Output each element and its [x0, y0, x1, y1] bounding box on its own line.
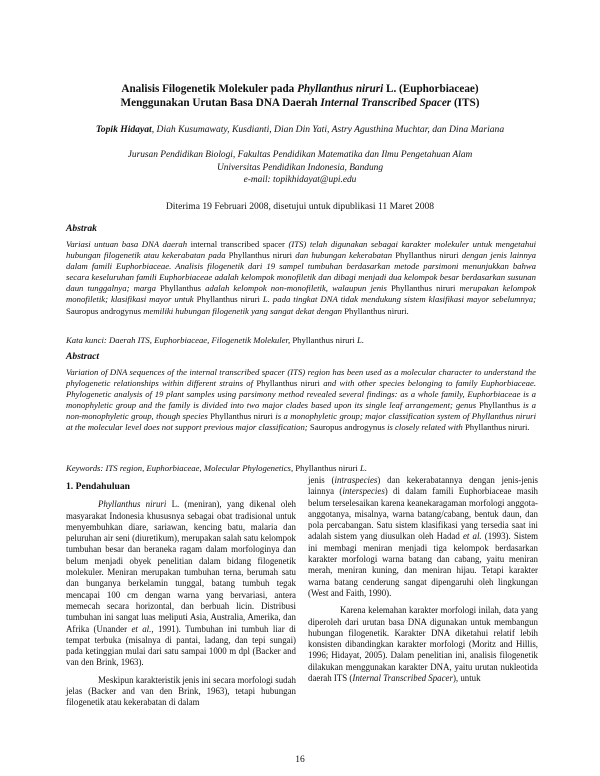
keywords: Keywords: ITS region, Euphorbiaceae, Molecular Phylogenetics, Phyllanthus niruri L. — [66, 463, 367, 473]
co-authors: , Diah Kusumawaty, Kusdianti, Dian Din Yati, Astry Agusthina Muchtar, dan Dina Mariana — [151, 124, 505, 135]
lead-author: Topik Hidayat — [95, 124, 152, 135]
intro-paragraph-2-cont: jenis (intraspecies) dan kekerabatannya dengan jenis-jenis lainnya (interspecies) di dalam famili Euphorbiaceae masih belum terselesaikan karena keanekaragaman morfologi anggota-anggotanya, misalnya, warna batang/cabang, bentuk daun, dan pola percabangan. Satu sistem klasifikasi yang tersedia saat ini adalah sistem yang diusulkan oleh Hadad et al. (1993). Sistem ini membagi meniran menjadi tiga kelompok berdasarkan karakter morfologi warna batang dan cabang, yaitu meniran merah, meniran kuning, dan meniran hijau. Tetapi karakter warna batang cenderung sangat dipengaruhi oleh lingkungan (West and Faith, 1990). — [308, 475, 539, 598]
intro-paragraph-3: Karena kelemahan karakter morfologi inilah, data yang diperoleh dari urutan basa DNA digunakan untuk membangun hubungan filogenetik. Karakter DNA diketahui relatif lebih konsisten dibandingkan karakter morfologi (Moritz and Hillis, 1996; Hidayat, 2005). Dalam penelitian ini, analisis filogenetik dilakukan menggunakan karakter DNA, yaitu urutan nukleotida daerah ITS (Internal Transcribed Spacer), untuk — [308, 605, 538, 684]
title-line-1: Analisis Filogenetik Molekuler pada Phyllanthus niruri L. (Euphorbiaceae) — [121, 83, 479, 95]
abstrak-heading: Abstrak — [66, 223, 97, 234]
kata-kunci: Kata kunci: Daerah ITS, Euphorbiaceae, Filogenetik Molekuler, Phyllanthus niruri L. — [66, 335, 365, 345]
body-column-right — [308, 475, 538, 690]
page-number: 16 — [295, 755, 305, 765]
section-heading-pendahuluan: 1. Pendahuluan — [66, 481, 130, 492]
abstract-body: Variation of DNA sequences of the internal transcribed spacer (ITS) region has been used as a molecular character to understand the phylogenetic relationships within different strains of Phyllanthus niruri and with other species belonging to family Euphorbiaceae. Phylogenetic analysis of 19 plant samples using parsimony method revealed several findings: as a whole family, Euphorbiaceae is a monophyletic group and the family is divided into two major clades based upon its single leaf arrangement; genus Phyllanthus is a non-monophyletic group, though species Phyllanthus niruri is a monophyletic group; major classification system of Phyllanthus niruri at the molecular level does not support previous major classification; Sauropus androgynus is closely related with Phyllanthus niruri. — [66, 367, 536, 433]
author-email: e-mail: topikhidayat@upi.edu — [243, 175, 357, 185]
intro-paragraph-2: Meskipun karakteristik jenis ini secara morfologi sudah jelas (Backer and van den Brink, 1963), tetapi hubungan filogenetik atau kekerabatan di dalam — [66, 674, 296, 708]
affiliation-line-1: Jurusan Pendidikan Biologi, Fakultas Pendidikan Matematika dan Ilmu Pengetahuan Alam — [127, 150, 473, 160]
author-list — [60, 124, 540, 137]
affiliation-line-2: Universitas Pendidikan Indonesia, Bandung — [216, 162, 384, 173]
affiliation — [60, 149, 540, 187]
abstrak-body: Variasi untuan basa DNA daerah internal transcribed spacer (ITS) telah digunakan sebagai karakter molekuler untuk mengetahui hubungan filogenetik atau kekerabatan pada Phyllanthus niruri dan hubungan kekerabatan Phyllanthus niruri dengan jenis lainnya dalam famili Euphorbiaceae. Analisis filogenetik dari 19 sampel tumbuhan berdasarkan metode parsimoni menunjukkan bahwa secara keseluruhan famili Euphorbiaceae adalah kelompok monofiletik dan dibagi menjadi dua kelompok besar berdasarkan susunan daun tunggalnya; marga Phyllanthus adalah kelompok non-monofiletik, walaupun jenis Phyllanthus niruri merupakan kelompok monofiletik; klasifikasi mayor untuk Phyllanthus niruri L. pada tingkat DNA tidak mendukung sistem klasifikasi mayor sebelumnya; Sauropus androgynus memiliki hubungan filogenetik yang sangat dekat dengan Phyllanthus niruri. — [66, 239, 536, 316]
intro-paragraph-1: Phyllanthus niruri L. (meniran), yang dikenal oleh masyarakat Indonesia khususnya sebagai obat tradisional untuk menyembuhkan diare, sariawan, kencing batu, malaria dan peluruhan air seni (diuretikum), merupakan salah satu kelompok tumbuhan besar dan beraneka ragam dalam morfologinya dan belum menjadi obyek penelitian dalam bidang filogenetik molekuler. Meniran merupakan tumbuhan terna, berumah satu dan bunganya berkelamin tunggal, batang tumbuh tegak mencapai 100 cm dengan warna yang bervariasi, antera memecah secara horizontal, dan berbuah licin. Distribusi tumbuhan ini sangat luas meliputi Asia, Australia, Amerika, dan Afrika (Unander et al., 1991). Tumbuhan ini tumbuh liar di tempat terbuka (misalnya di pantai, ladang, dan tepi sungai) pada ketinggian mulai dari satu sampai 1000 m dpl (Backer and van den Brink, 1963). — [66, 499, 296, 668]
title-line-2: Menggunakan Urutan Basa DNA Daerah Internal Transcribed Spacer (ITS) — [120, 97, 480, 109]
abstract-heading: Abstract — [66, 351, 100, 362]
body-column-left — [66, 481, 296, 715]
paper-title — [60, 82, 540, 110]
received-accepted-dates: Diterima 19 Februari 2008, disetujui untuk dipublikasi 11 Maret 2008 — [165, 201, 435, 212]
